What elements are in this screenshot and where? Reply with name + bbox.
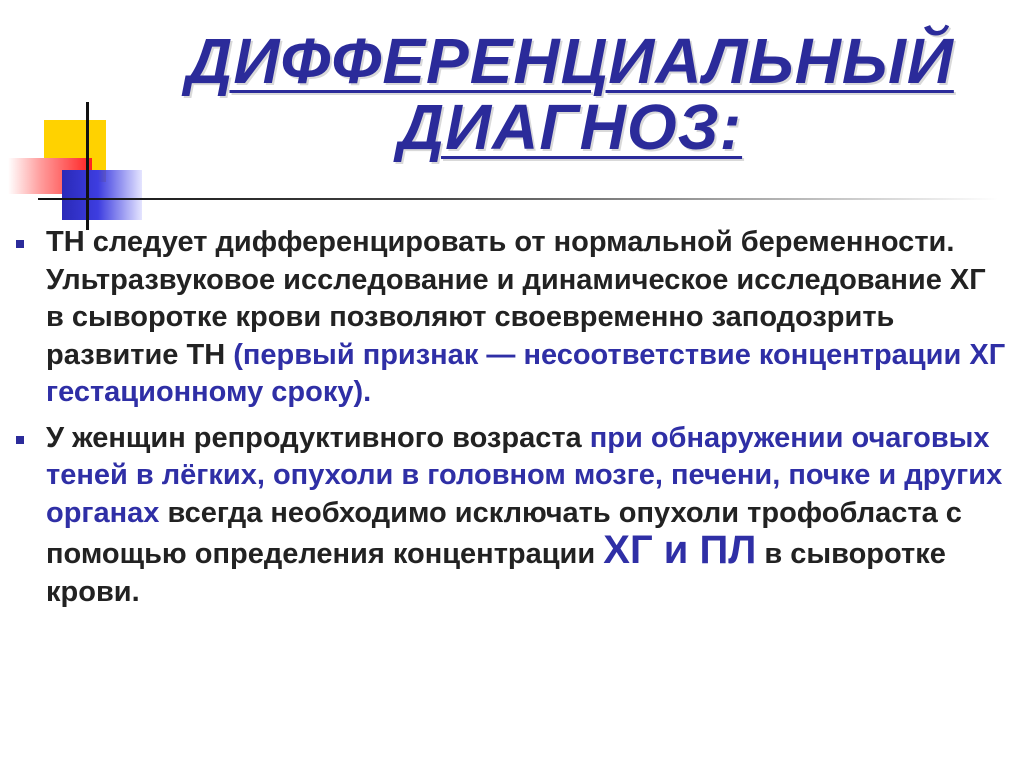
mondrian-squares-icon <box>0 0 160 240</box>
bullet-2-action: всегда необходимо исключать опухоли трофобласта с помощью определения концентрации <box>46 496 962 570</box>
square-bullet-icon <box>16 240 24 248</box>
bullet-text <box>46 420 1010 612</box>
bullet-2-markers: ХГ и ПЛ <box>603 528 757 572</box>
bullet-1-main: ТН следует дифференцировать от нормальной беременности. Ультразвуковое исследование и динамическое исследование ХГ в сыворотке крови позволяют своевременно заподозрить развитие ТН <box>46 226 986 371</box>
title-line-2: ДИАГНОЗ: <box>397 91 743 163</box>
blue-gradient-block <box>62 170 142 220</box>
bullet-2-condition: при обнаружении очаговых теней в лёгких, опухоли в головном мозге, печени, почке и других органах <box>46 421 1003 529</box>
bullet-1-note: (первый признак — несоответствие концентрации ХГ гестационному сроку). <box>46 338 1006 408</box>
title-divider <box>38 198 998 200</box>
bullet-list <box>10 224 1010 619</box>
list-item <box>10 420 1010 612</box>
bullet-2-intro: У женщин репродуктивного возраста <box>46 421 582 454</box>
bullet-2-tail: в сыворотке крови. <box>46 538 946 608</box>
title-line-1: ДИФФЕРЕНЦИАЛЬНЫЙ <box>186 25 954 97</box>
slide-title <box>150 25 990 163</box>
list-item <box>10 224 1010 412</box>
square-bullet-icon <box>16 436 24 444</box>
bullet-text <box>46 224 1010 412</box>
vertical-rule <box>86 102 89 230</box>
